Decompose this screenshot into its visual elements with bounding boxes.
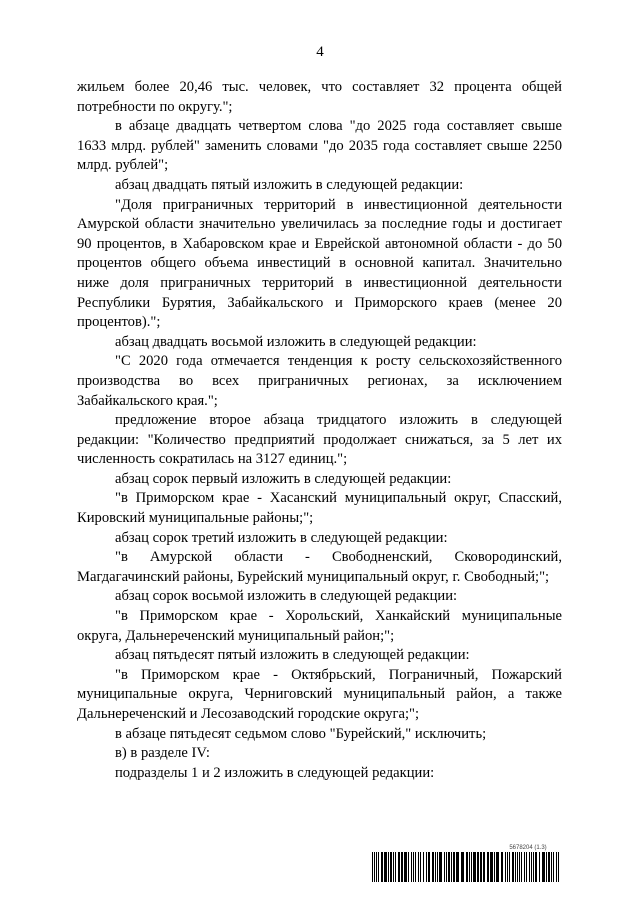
paragraph: абзац сорок первый изложить в следующей редакции: [115,470,452,487]
document-body [77,78,562,783]
paragraph: абзац двадцать пятый изложить в следующей редакции: [115,176,464,193]
document-code: 5678204 (1.3) [509,845,547,851]
paragraph: "в Приморском крае - Октябрьский, Пограничный, Пожарский муниципальные округа, Черниговский муниципальный район, а также Дальнереченский и Лесозаводский городские округа;"; [77,666,562,722]
paragraph: "в Приморском крае - Хорольский, Ханкайский муниципальные округа, Дальнереченский муниципальный район;"; [77,608,562,644]
paragraph: "С 2020 года отмечается тенденция к росту сельскохозяйственного производства во всех приграничных регионах, за исключением Забайкальского края."; [77,353,562,409]
paragraph: жильем более 20,46 тыс. человек, что составляет 32 процента общей потребности по округу."; [77,79,562,115]
page-number: 4 [316,44,324,60]
paragraph: "в Амурской области - Свободненский, Сковородинский, Магдагачинский районы, Бурейский муниципальный округ, г. Свободный;"; [77,549,562,585]
paragraph: абзац пятьдесят пятый изложить в следующей редакции: [115,647,470,664]
barcode-image [372,852,562,882]
paragraph: предложение второе абзаца тридцатого изложить в следующей редакции: "Количество предприятий продолжает снижаться, за 5 лет их численность сократилась на 3127 единиц."; [77,412,562,468]
paragraph: абзац сорок третий изложить в следующей редакции: [115,529,448,546]
paragraph: "в Приморском крае - Хасанский муниципальный округ, Спасский, Кировский муниципальные районы;"; [77,490,562,527]
paragraph: "Доля приграничных территорий в инвестиционной деятельности Амурской области значительно увеличилась за последние годы и достигает 90 процентов, в Хабаровском крае и Еврейской автономной области - до 50 процентов общего объема инвестиций в основной капитал. Значительно ниже доля приграничных территорий в инвестиционной деятельности Республики Бурятия, Забайкальского и Приморского краев (менее 20 процентов)."; [77,196,562,331]
paragraph: в абзаце двадцать четвертом слова "до 2025 года составляет свыше 1633 млрд. рублей" заменить словами "до 2035 года составляет свыше 2250 млрд. рублей"; [77,118,562,174]
paragraph: абзац сорок восьмой изложить в следующей редакции: [115,588,458,605]
paragraph: подразделы 1 и 2 изложить в следующей редакции: [115,764,435,781]
paragraph: в абзаце пятьдесят седьмом слово "Бурейский," исключить; [115,725,487,742]
paragraph: абзац двадцать восьмой изложить в следующей редакции: [115,333,477,350]
paragraph: в) в разделе IV: [115,745,210,762]
